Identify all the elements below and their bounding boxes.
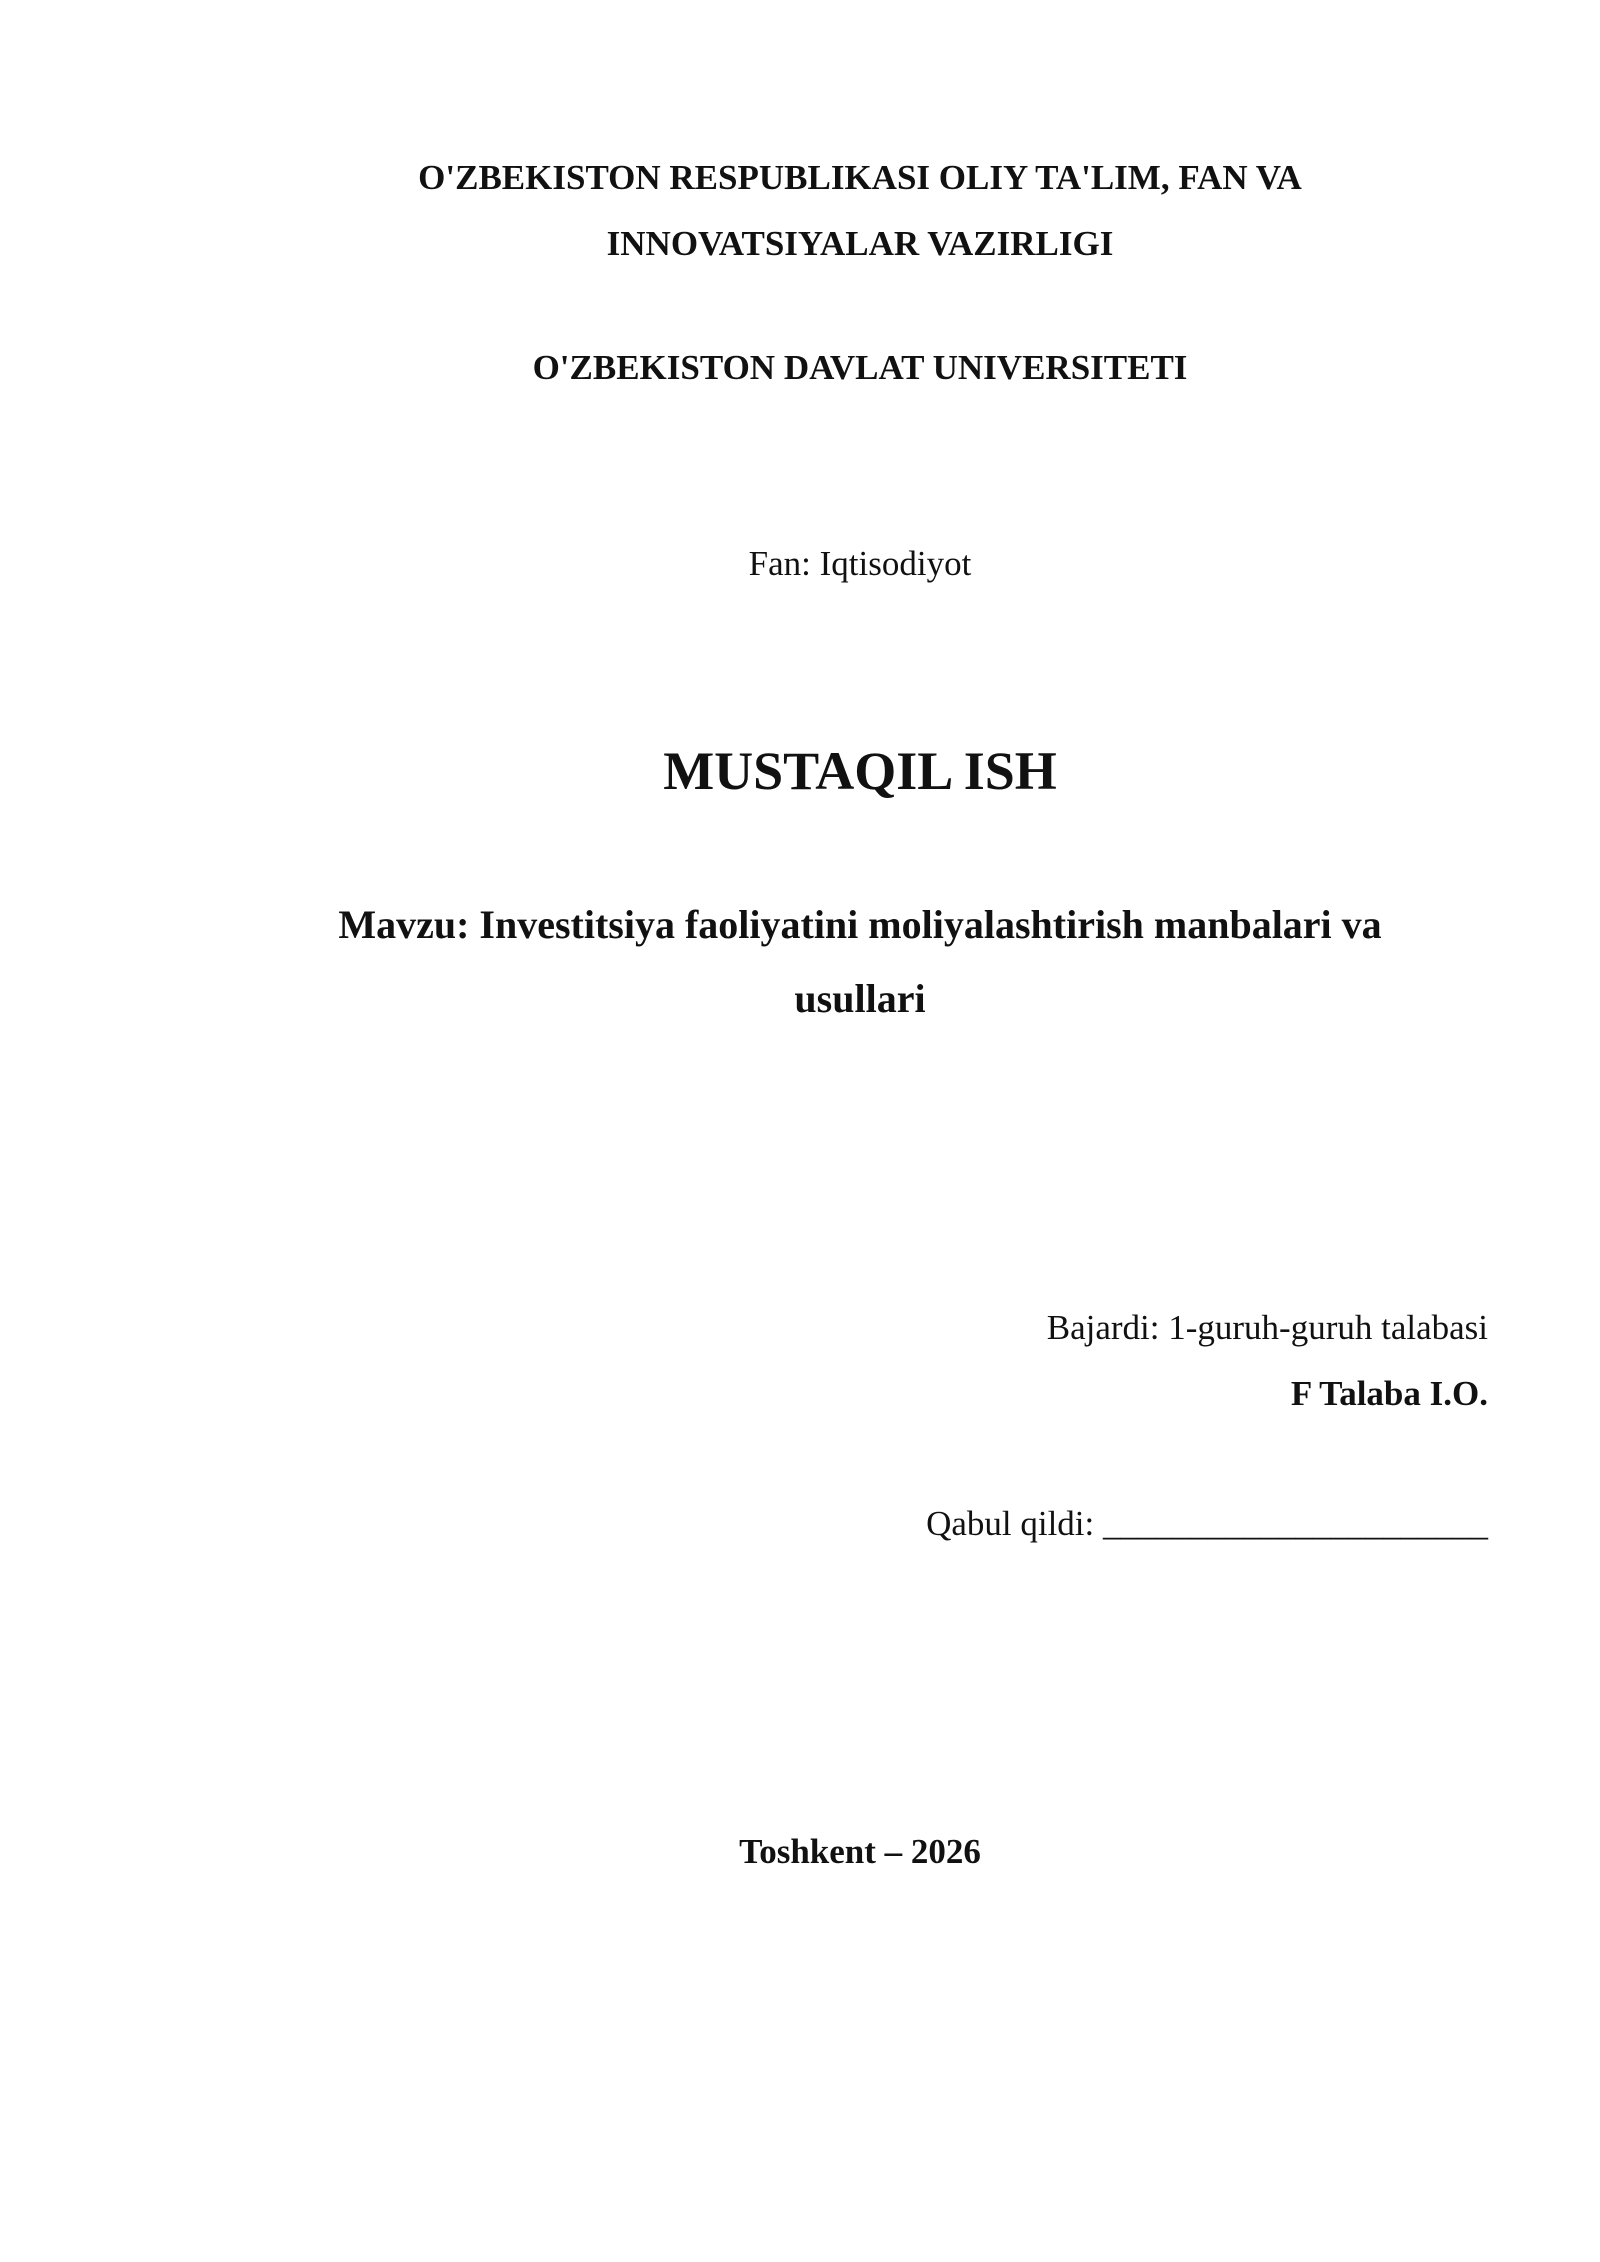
- ministry-line-2: INNOVATSIYALAR VAZIRLIGI: [606, 224, 1114, 263]
- ministry-line-1: O'ZBEKISTON RESPUBLIKASI OLIY TA'LIM, FAN VA: [418, 158, 1302, 197]
- ministry-heading: [260, 145, 1460, 277]
- work-title: MUSTAQIL ISH: [663, 741, 1057, 801]
- topic-line-2: usullari: [794, 976, 926, 1021]
- reviewer-line: Qabul qildi: ______________________: [926, 1504, 1488, 1543]
- performer-name: F Talaba I.O.: [1290, 1374, 1488, 1413]
- topic-line-1: Mavzu: Investitsiya faoliyatini moliyalashtirish manbalari va: [338, 902, 1382, 947]
- city-year: Toshkent – 2026: [739, 1832, 981, 1871]
- topic-heading: [290, 888, 1430, 1036]
- subject-line: Fan: Iqtisodiyot: [748, 544, 972, 583]
- university-heading: O'ZBEKISTON DAVLAT UNIVERSITETI: [532, 348, 1188, 387]
- performer-label: Bajardi: 1-guruh-guruh talabasi: [1046, 1308, 1488, 1347]
